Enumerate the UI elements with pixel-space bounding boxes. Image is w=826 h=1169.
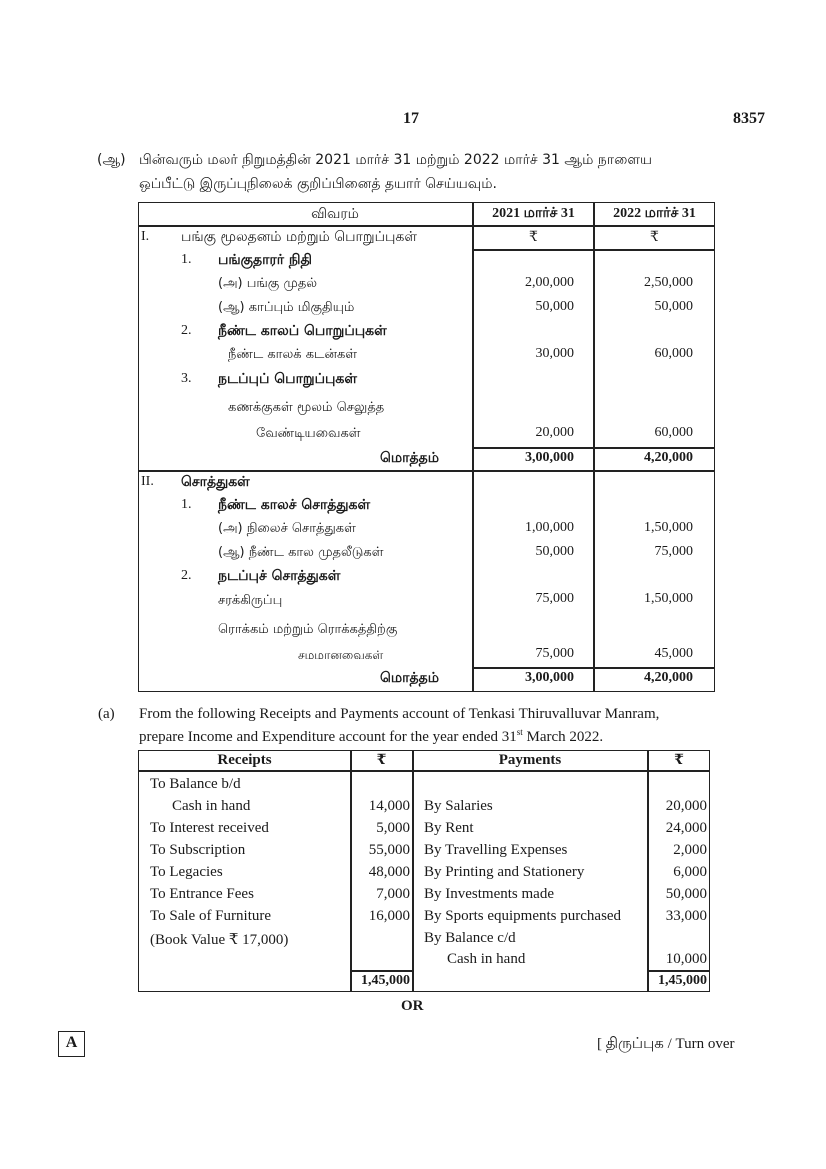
payment-label: By Printing and Stationery xyxy=(424,864,585,880)
section-title: பங்கு மூலதனம் மற்றும் பொறுப்புகள் xyxy=(181,229,417,245)
group-number: 2. xyxy=(181,323,192,338)
group-title: நீண்ட காலப் பொறுப்புகள் xyxy=(218,323,387,339)
line-item-2021: 1,00,000 xyxy=(525,520,574,535)
total-payments: 1,45,000 xyxy=(658,973,707,988)
line-item-label: நீண்ட காலக் கடன்கள் xyxy=(228,347,358,362)
question-text-line2: prepare Income and Expenditure account for the year ended 31st March 2022. xyxy=(139,727,604,745)
question-text-line1: From the following Receipts and Payments account of Tenkasi Thiruvalluvar Manram, xyxy=(139,706,660,722)
header-rupee: ₹ xyxy=(674,753,684,768)
receipt-amount: 14,000 xyxy=(368,798,410,814)
line-item-2022: 1,50,000 xyxy=(644,520,693,535)
line-item-2022: 2,50,000 xyxy=(644,275,693,290)
receipt-label: To Entrance Fees xyxy=(150,886,254,902)
receipt-amount: 7,000 xyxy=(376,886,410,902)
payment-amount: 50,000 xyxy=(665,886,707,902)
total-label: மொத்தம் xyxy=(380,450,439,466)
payment-label: By Investments made xyxy=(424,886,554,902)
line-item-2021: 75,000 xyxy=(535,646,574,661)
line-item-label: வேண்டியவைகள் xyxy=(256,426,361,441)
question-label: (a) xyxy=(98,706,115,722)
divider xyxy=(412,750,414,992)
receipt-label: To Interest received xyxy=(150,820,269,836)
line-item-label: கணக்குகள் மூலம் செலுத்த xyxy=(228,400,385,415)
receipt-label: To Subscription xyxy=(150,842,246,858)
total-2022: 4,20,000 xyxy=(644,450,693,465)
receipt-label: To Sale of Furniture xyxy=(150,908,272,924)
total-receipts: 1,45,000 xyxy=(361,973,410,988)
header-payments: Payments xyxy=(498,752,562,768)
group-title: பங்குதாரர் நிதி xyxy=(218,252,312,268)
divider xyxy=(350,970,413,972)
payment-amount: 2,000 xyxy=(673,842,707,858)
divider xyxy=(138,225,715,227)
header-particulars: விவரம் xyxy=(311,206,359,222)
turn-over-note: [ திருப்புக / Turn over xyxy=(597,1036,735,1052)
total-2022: 4,20,000 xyxy=(644,670,693,685)
line-item-label: சரக்கிருப்பு xyxy=(218,593,283,608)
line-item-2021: 2,00,000 xyxy=(525,275,574,290)
paper-code: 8357 xyxy=(733,110,765,127)
page-number: 17 xyxy=(403,110,419,127)
header-year-2021: 2021 மார்ச் 31 xyxy=(492,206,575,221)
group-number: 1. xyxy=(181,497,192,512)
receipt-amount: 55,000 xyxy=(368,842,410,858)
line-item-2022: 1,50,000 xyxy=(644,591,693,606)
header-year-2022: 2022 மார்ச் 31 xyxy=(613,206,696,221)
payment-amount: 33,000 xyxy=(665,908,707,924)
receipt-label: (Book Value ₹ 17,000) xyxy=(150,932,289,948)
line-item-2021: 50,000 xyxy=(535,544,574,559)
group-title: நடப்புப் பொறுப்புகள் xyxy=(218,371,358,387)
divider xyxy=(473,667,715,669)
payment-amount: 24,000 xyxy=(665,820,707,836)
payment-amount: 10,000 xyxy=(665,951,707,967)
receipt-label: Cash in hand xyxy=(172,798,251,814)
line-item-2022: 45,000 xyxy=(654,646,693,661)
payment-label: Cash in hand xyxy=(447,951,526,967)
divider xyxy=(647,970,710,972)
question-label: (ஆ) xyxy=(97,152,126,168)
payment-label: By Travelling Expenses xyxy=(424,842,568,858)
question-text-line2: ஒப்பீட்டு இருப்புநிலைக் குறிப்பினைத் தயார் செய்யவும். xyxy=(139,176,497,192)
line-item-label: (அ) பங்கு முதல் xyxy=(218,276,318,291)
rupee-symbol: ₹ xyxy=(650,230,659,245)
receipt-label: To Balance b/d xyxy=(150,776,241,792)
line-item-2021: 30,000 xyxy=(535,346,574,361)
line-item-2022: 60,000 xyxy=(654,425,693,440)
line-item-2021: 50,000 xyxy=(535,299,574,314)
line-item-label: சமமானவைகள் xyxy=(298,648,384,662)
total-label: மொத்தம் xyxy=(380,670,439,686)
rupee-symbol: ₹ xyxy=(529,230,538,245)
total-2021: 3,00,000 xyxy=(525,670,574,685)
section-title: சொத்துகள் xyxy=(181,474,250,490)
group-number: 3. xyxy=(181,371,192,386)
header-rupee: ₹ xyxy=(376,753,387,768)
divider xyxy=(138,470,715,472)
group-number: 2. xyxy=(181,568,192,583)
group-number: 1. xyxy=(181,252,192,267)
line-item-label: ரொக்கம் மற்றும் ரொக்கத்திற்கு xyxy=(218,622,398,637)
line-item-2021: 20,000 xyxy=(535,425,574,440)
line-item-label: (ஆ) நீண்ட கால முதலீடுகள் xyxy=(218,545,384,560)
line-item-2022: 60,000 xyxy=(654,346,693,361)
divider xyxy=(138,770,710,772)
group-title: நடப்புச் சொத்துகள் xyxy=(218,568,341,584)
line-item-2022: 75,000 xyxy=(654,544,693,559)
line-item-label: (அ) நிலைச் சொத்துகள் xyxy=(218,521,356,536)
or-separator: OR xyxy=(401,998,424,1014)
line-item-2021: 75,000 xyxy=(535,591,574,606)
header-receipts: Receipts xyxy=(217,752,272,768)
group-title: நீண்ட காலச் சொத்துகள் xyxy=(218,497,371,513)
receipt-label: To Legacies xyxy=(150,864,223,880)
divider xyxy=(473,447,715,449)
payment-label: By Balance c/d xyxy=(424,930,516,946)
payment-label: By Sports equipments purchased xyxy=(424,908,622,924)
total-2021: 3,00,000 xyxy=(525,450,574,465)
receipt-amount: 5,000 xyxy=(376,820,410,836)
question-text-line1: பின்வரும் மலர் நிறுமத்தின் 2021 மார்ச் 31 மற்றும் 2022 மார்ச் 31 ஆம் நாளைய xyxy=(139,152,652,168)
payment-amount: 6,000 xyxy=(673,864,707,880)
receipt-amount: 48,000 xyxy=(368,864,410,880)
section-numeral: I. xyxy=(141,229,150,244)
line-item-label: (ஆ) காப்பும் மிகுதியும் xyxy=(218,300,355,315)
line-item-2022: 50,000 xyxy=(654,299,693,314)
payment-label: By Salaries xyxy=(424,798,493,814)
payment-label: By Rent xyxy=(424,820,474,836)
payment-amount: 20,000 xyxy=(665,798,707,814)
version-label: A xyxy=(65,1034,78,1051)
receipt-amount: 16,000 xyxy=(368,908,410,924)
section-numeral: II. xyxy=(141,474,154,489)
